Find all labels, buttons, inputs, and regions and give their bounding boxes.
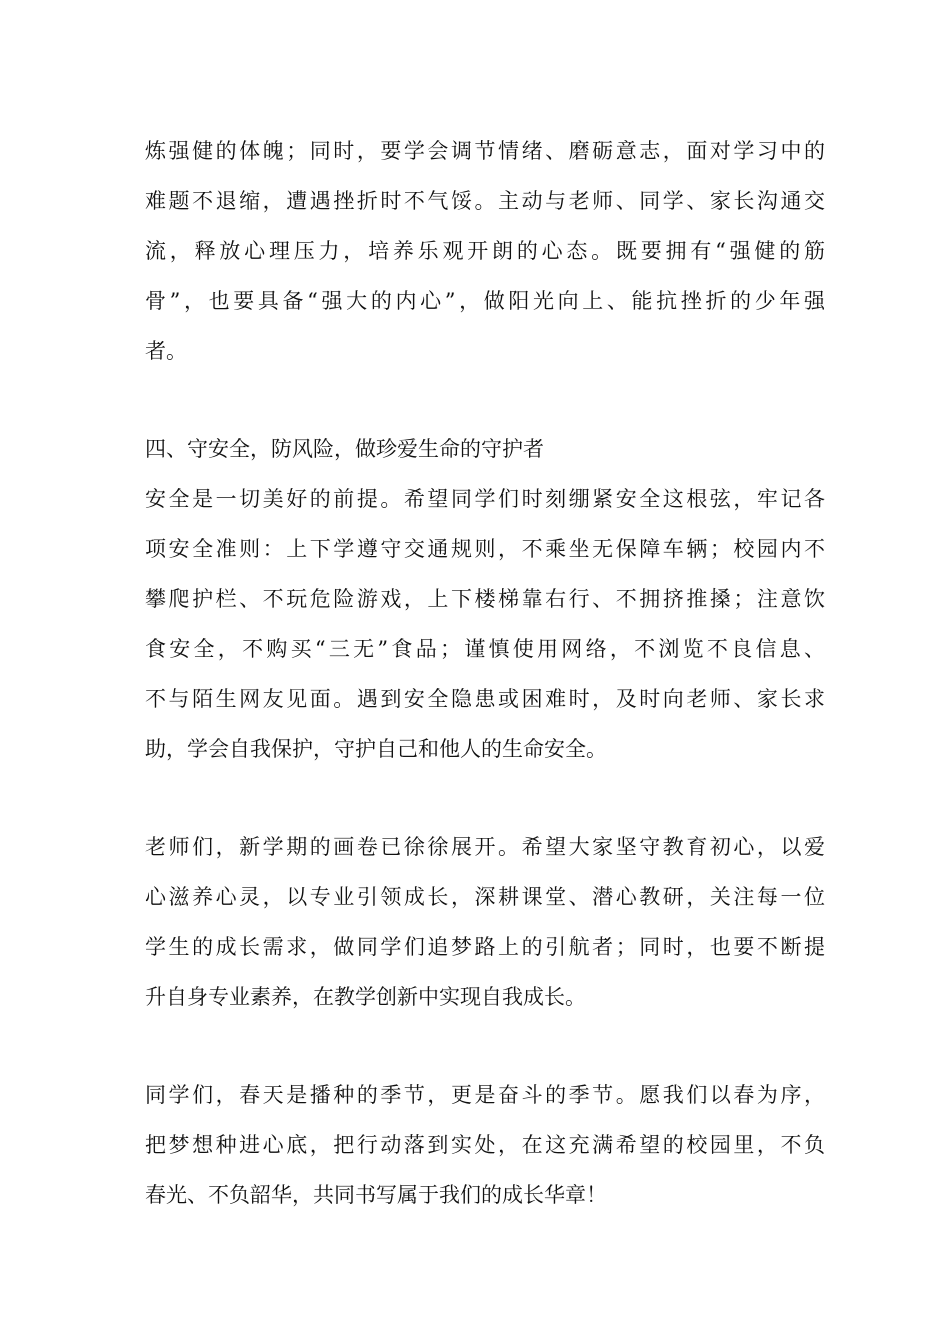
section-heading: 四、守安全，防风险，做珍爱生命的守护者 (145, 437, 544, 461)
paragraph-line: 助，学会自我保护，守护自己和他人的生命安全。 (145, 737, 607, 761)
paragraph-line: 炼强健的体魄；同时，要学会调节情绪、磨砺意志，面对学习中的 (145, 139, 825, 163)
paragraph-line: 把梦想种进心底，把行动落到实处，在这充满希望的校园里，不负 (145, 1133, 825, 1157)
paragraph-line: 攀爬护栏、不玩危险游戏，上下楼梯靠右行、不拥挤推搡；注意饮 (145, 587, 825, 611)
paragraph-line: 食安全，不购买“三无”食品；谨慎使用网络，不浏览不良信息、 (145, 637, 825, 661)
paragraph-line: 春光、不负韶华，共同书写属于我们的成长华章！ (145, 1183, 607, 1207)
paragraph-line: 升自身专业素养，在教学创新中实现自我成长。 (145, 985, 586, 1009)
paragraph-line: 难题不退缩，遭遇挫折时不气馁。主动与老师、同学、家长沟通交 (145, 189, 825, 213)
paragraph-line: 者。 (145, 339, 187, 363)
paragraph-line: 流，释放心理压力，培养乐观开朗的心态。既要拥有“强健的筋 (145, 239, 825, 263)
paragraph-line: 安全是一切美好的前提。希望同学们时刻绷紧安全这根弦，牢记各 (145, 487, 825, 511)
paragraph-line: 老师们，新学期的画卷已徐徐展开。希望大家坚守教育初心，以爱 (145, 835, 825, 859)
paragraph-line: 不与陌生网友见面。遇到安全隐患或困难时，及时向老师、家长求 (145, 687, 825, 711)
paragraph-line: 项安全准则：上下学遵守交通规则，不乘坐无保障车辆；校园内不 (145, 537, 825, 561)
paragraph-line: 骨”，也要具备“强大的内心”，做阳光向上、能抗挫折的少年强 (145, 289, 825, 313)
paragraph-line: 同学们，春天是播种的季节，更是奋斗的季节。愿我们以春为序， (145, 1083, 825, 1107)
paragraph-line: 学生的成长需求，做同学们追梦路上的引航者；同时，也要不断提 (145, 935, 825, 959)
paragraph-line: 心滋养心灵，以专业引领成长，深耕课堂、潜心教研，关注每一位 (145, 885, 825, 909)
